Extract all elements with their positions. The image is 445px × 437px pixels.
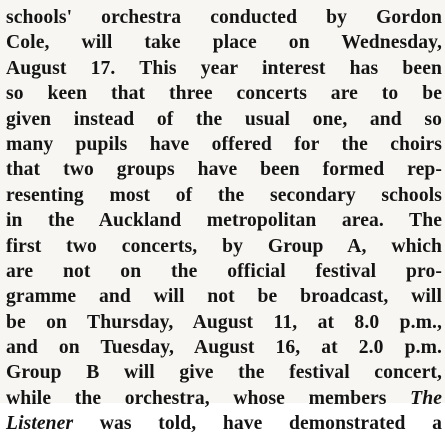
article-line [6,56,442,81]
article-line [6,132,442,157]
line-text: Cole, will take place on Wednesday, [6,32,442,54]
line-text: many pupils have offered for the choirs [6,133,442,155]
line-text: was told, have demonstrated a [73,413,442,435]
line-text: August 17. This year interest has been [6,57,442,79]
line-text: be on Thursday, August 11, at 8.0 p.m., [6,311,442,333]
article-line [6,360,442,385]
line-text: schools' orchestra conducted by Gordon [6,7,442,28]
article-line [6,81,442,106]
article-line [6,30,442,55]
line-text: in the Auckland metropolitan area. The [6,210,442,232]
line-italic-text: The [410,387,443,409]
line-italic-text: Listener [6,413,74,435]
line-text: gramme and will not be broadcast, will [6,286,442,308]
line-text: are not on the official festival pro- [6,260,442,282]
article-line [6,284,442,309]
article-line [6,234,442,259]
line-text: so keen that three concerts are to be [6,83,442,105]
line-text: first two concerts, by Group A, which [6,235,442,257]
article-line [6,259,442,284]
line-text: Group B will give the festival concert, [6,362,442,384]
line-text: given instead of the usual one, and so [6,108,442,130]
article-line [6,386,442,411]
line-text: that two groups have been formed rep- [6,159,442,181]
article-line [6,107,442,132]
article-column [6,5,442,437]
article-line [6,208,442,233]
article-line [6,411,442,436]
line-text: and on Tuesday, August 16, at 2.0 p.m. [6,337,442,359]
article-line [6,335,442,360]
article-line [6,5,442,30]
line-text: while the orchestra, whose members [6,387,387,409]
line-text: resenting most of the secondary schools [6,184,442,206]
article-line [6,183,442,208]
article-line [6,157,442,182]
article-line [6,310,442,335]
